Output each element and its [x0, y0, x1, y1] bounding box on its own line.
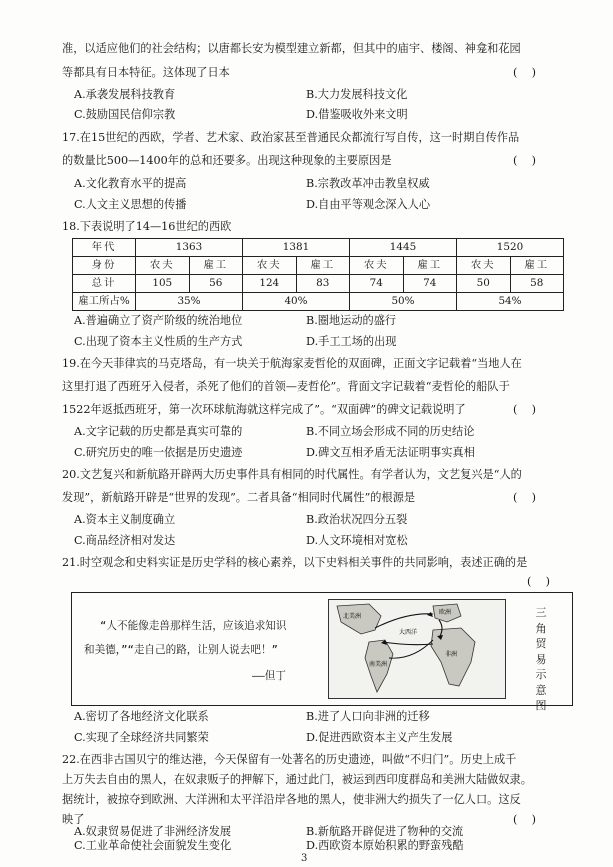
identity-label-cell: 身份 [73, 257, 136, 275]
total-cell: 50 [457, 275, 511, 293]
map-label-africa: 非洲 [445, 651, 458, 658]
map-label-north-america: 北美洲 [343, 613, 362, 620]
side-title-char: 示 [535, 668, 547, 681]
q17-answer-paren: ( ) [513, 154, 536, 167]
map-side-title [534, 605, 548, 714]
q18-table [72, 238, 564, 311]
q20-answer-paren: ( ) [513, 491, 536, 504]
intro-line-1: 准，以适应他们的社会结构；以唐都长安为模型建立新都，但其中的庙宇、楼阁、神龛和花园 [62, 42, 521, 55]
total-cell: 83 [296, 275, 350, 293]
ratio-label-cell: 雇工所占% [73, 293, 136, 311]
q21-option-b: B.进了人口向非洲的迁移 [306, 710, 430, 723]
q22-option-a: A.奴隶贸易促进了非洲经济发展 [74, 825, 232, 838]
q22-option-b: B.新航路开辟促进了物种的交流 [306, 825, 464, 838]
side-title-char: 意 [535, 683, 547, 697]
identity-cell: 雇工 [403, 257, 457, 275]
intro-option-a: A.承袭发展科技教育 [74, 88, 176, 101]
q20-option-c: C.商品经济相对发达 [74, 534, 176, 547]
q21-line-1: 21.时空观念和史料实证是历史学科的核心素养，以下史料相关事件的共同影响，表述正确的是 [62, 556, 528, 569]
q17-option-b: B.宗教改革冲击教皇权威 [306, 177, 430, 190]
q21-option-a: A.密切了各地经济文化联系 [74, 710, 209, 723]
year-cell: 1381 [243, 239, 350, 257]
q21-source-figure [71, 592, 573, 712]
q20-line-2: 发现”，新航路开辟是“世界的发现”。二者具备“相同时代属性”的根源是 [62, 491, 416, 504]
route-africa-americas-line [383, 642, 433, 645]
q19-option-c: C.研究历史的唯一依据是历史遗迹 [74, 446, 243, 459]
map-label-south-america: 南美洲 [369, 661, 388, 668]
table-row [73, 293, 564, 311]
q19-option-b: B.不同立场会形成不同的历史结论 [306, 425, 475, 438]
total-label-cell: 总计 [73, 275, 136, 293]
q18-option-d: D.手工工场的出现 [306, 335, 397, 348]
side-title-char: 易 [535, 652, 547, 666]
dante-quote-line-2: 和美德，”“走自己的路，让别人说去吧！” [84, 644, 278, 656]
q20-option-b: B.政治状况四分五裂 [306, 513, 408, 526]
q22-answer-paren: ( ) [513, 813, 536, 826]
q19-option-d: D.碑文互相矛盾无法证明事实真相 [306, 446, 475, 459]
q17-option-c: C.人文主义思想的传播 [74, 198, 187, 211]
q21-option-c: C.实现了全球经济共同繁荣 [74, 731, 209, 744]
q18-option-c: C.出现了资本主义性质的生产方式 [74, 335, 243, 348]
year-label-cell: 年代 [73, 239, 136, 257]
intro-answer-paren: ( ) [513, 66, 536, 79]
q22-option-d: D.西欧资本原始积累的野蛮残酷 [306, 839, 464, 852]
q19-option-a: A.文字记载的历史都是真实可靠的 [74, 425, 243, 438]
year-cell: 1363 [136, 239, 243, 257]
identity-cell: 雇工 [296, 257, 350, 275]
q17-option-a: A.文化教育水平的提高 [74, 177, 187, 190]
intro-option-c: C.鼓励国民信仰宗教 [74, 108, 176, 121]
q22-line-1: 22.在西非古国贝宁的维达港，今天保留有一处著名的历史遗迹，叫做“不归门”。历史上成千 [62, 753, 517, 766]
side-title-char: 图 [535, 699, 547, 712]
q21-answer-paren: ( ) [527, 575, 550, 588]
side-title-char: 三 [535, 606, 547, 619]
total-cell: 74 [350, 275, 404, 293]
identity-cell: 农夫 [243, 257, 297, 275]
q21-option-d: D.促进西欧资本主义产生发展 [306, 731, 453, 744]
dante-quote-author: ——但丁 [252, 670, 286, 682]
route-americas-europe-line [375, 614, 433, 628]
q20-option-a: A.资本主义制度确立 [74, 513, 176, 526]
identity-cell: 雇工 [189, 257, 243, 275]
ratio-cell: 35% [136, 293, 243, 311]
q20-line-1: 20.文艺复兴和新航路开辟两大历史事件具有相同的时代属性。有学者认为，文艺复兴是“人的 [62, 468, 522, 481]
q22-line-4: 映了 [62, 813, 85, 826]
q19-line-1: 19.在今天菲律宾的马克塔岛，有一块关于航海家麦哲伦的双面碑，正面文字记载着“当地人在 [62, 357, 522, 370]
identity-cell: 雇工 [510, 257, 564, 275]
q22-option-c: C.工业革命使社会面貌发生变化 [74, 839, 232, 852]
q17-line-1: 17.在15世纪的西欧，学者、艺术家、政治家甚至普通民众都流行写自传，这一时期自传作品 [62, 131, 520, 144]
side-title-char: 贸 [535, 637, 547, 650]
map-label-atlantic: 大西洋 [399, 629, 418, 636]
year-cell: 1520 [457, 239, 564, 257]
q22-line-3: 据统计，被掠夺到欧洲、大洋洲和太平洋沿岸各地的黑人，使非洲大约损失了一亿人口。这反 [62, 793, 521, 806]
q18-option-b: B.圈地运动的盛行 [306, 314, 397, 327]
q17-line-2: 的数量比500—1400年的总和还要多。出现这种现象的主要原因是 [62, 154, 392, 167]
ratio-cell: 50% [350, 293, 457, 311]
table-row [73, 275, 564, 293]
table-row [73, 257, 564, 275]
total-cell: 58 [510, 275, 564, 293]
map-graphic [329, 600, 505, 698]
q18-option-a: A.普遍确立了资产阶级的统治地位 [74, 314, 243, 327]
ratio-cell: 54% [457, 293, 564, 311]
page-number: 3 [301, 853, 308, 864]
q17-option-d: D.自由平等观念深入人心 [306, 198, 431, 211]
q19-answer-paren: ( ) [513, 403, 536, 416]
intro-option-b: B.大力发展科技文化 [306, 88, 408, 101]
total-cell: 105 [136, 275, 190, 293]
triangular-trade-map [328, 599, 506, 699]
identity-cell: 农夫 [350, 257, 404, 275]
map-label-europe: 欧洲 [439, 609, 452, 616]
route-arrow-3-icon [427, 612, 433, 617]
identity-cell: 农夫 [136, 257, 190, 275]
route-africa-south-america-line [389, 640, 433, 658]
year-cell: 1445 [350, 239, 457, 257]
ratio-cell: 40% [243, 293, 350, 311]
total-cell: 56 [189, 275, 243, 293]
q19-line-3: 1522年返抵西班牙，第一次环球航海就这样完成了”。“双面碑”的碑文记载说明了 [62, 403, 466, 416]
total-cell: 74 [403, 275, 457, 293]
total-cell: 124 [243, 275, 297, 293]
side-title-char: 角 [535, 621, 547, 635]
q20-option-d: D.人文环境相对宽松 [306, 534, 408, 547]
q19-line-2: 这里打退了西班牙入侵者，杀死了他们的首领—麦哲伦”。背面文字记载着“麦哲伦的船队于 [62, 380, 510, 393]
intro-option-d: D.借鉴吸收外来文明 [306, 108, 408, 121]
q22-line-2: 上万失去自由的黑人，在奴隶贩子的押解下，通过此门，被运到西印度群岛和美洲大陆做奴隶。 [62, 773, 532, 786]
q18-stem: 18.下表说明了14—16世纪的西欧 [62, 220, 232, 233]
intro-line-2: 等都具有日本特征。这体现了日本 [62, 66, 230, 79]
dante-quote-line-1: “人不能像走兽那样生活，应该追求知识 [100, 620, 287, 632]
table-row [73, 239, 564, 257]
identity-cell: 农夫 [457, 257, 511, 275]
